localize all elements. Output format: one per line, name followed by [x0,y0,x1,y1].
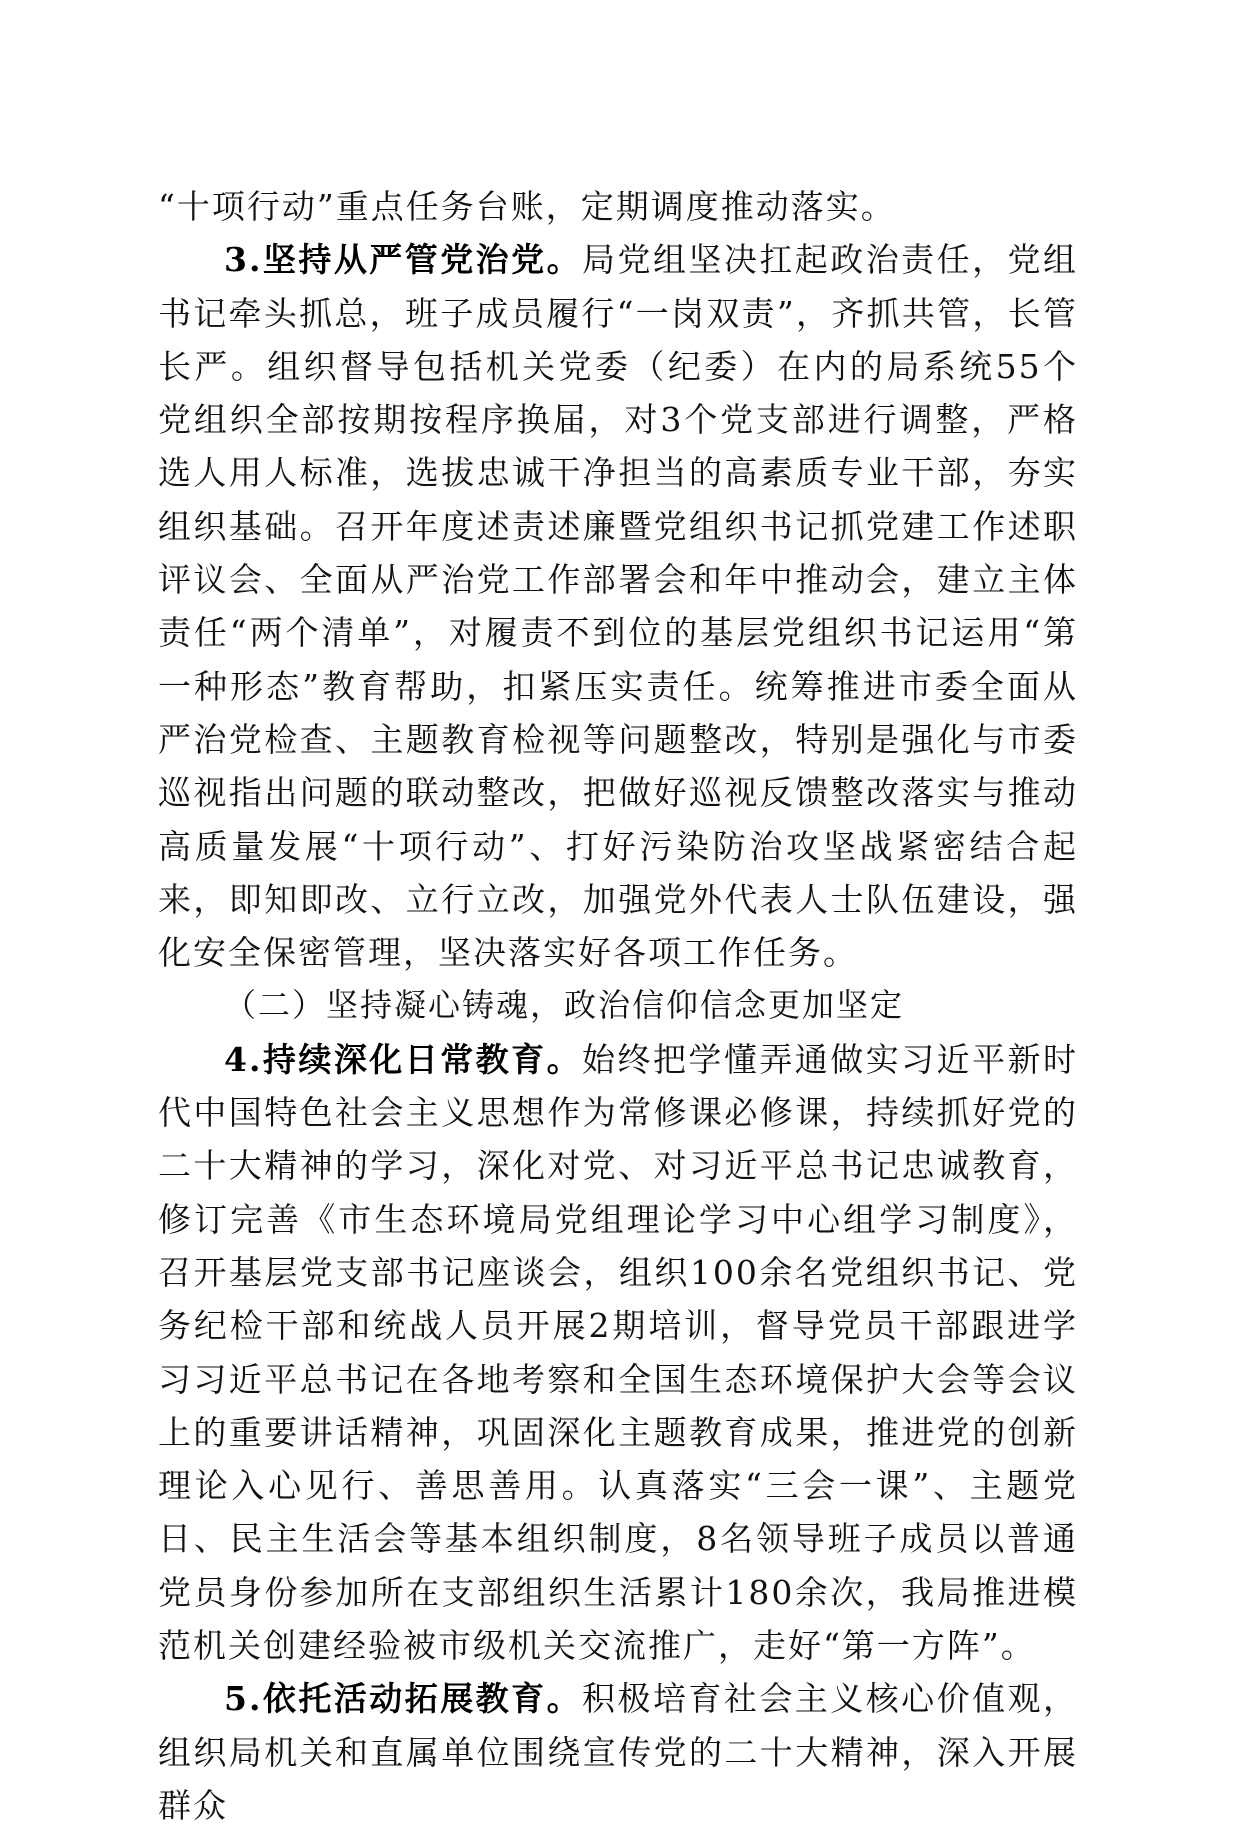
paragraph-lead: 5.依托活动拓展教育。 [224,1679,583,1719]
paragraph-item-4 [158,1033,1078,1673]
paragraph-text: 积极培育社会主义核心价值观，组织局机关和直属单位围绕宣传党的二十大精神，深入开展群众 [158,1679,1079,1825]
paragraph-text: 局党组坚决扛起政治责任，党组书记牵头抓总，班子成员履行“一岗双责”，齐抓共管，长管长严。组织督导包括机关党委（纪委）在内的局系统55个党组织全部按期按程序换届，对3个党支部进行调整，严格选人用人标准，选拔忠诚干净担当的高素质专业干部，夯实组织基础。召开年度述责述廉暨党组织书记抓党建工作述职评议会、全面从严治党工作部署会和年中推动会，建立主体责任“两个清单”，对履责不到位的基层党组织书记运用“第一种形态”教育帮助，扣紧压实责任。统筹推进市委全面从严治党检查、主题教育检视等问题整改，特别是强化与市委巡视指出问题的联动整改，把做好巡视反馈整改落实与推动高质量发展“十项行动”、打好污染防治攻坚战紧密结合起来，即知即改、立行立改，加强党外代表人士队伍建设，强化安全保密管理，坚决落实好各项工作任务。 [158,240,1079,973]
paragraph-continuation [158,180,1078,233]
section-subheading [158,979,1078,1032]
paragraph-text: “十项行动”重点任务台账，定期调度推动落实。 [158,187,896,226]
subheading-text: （二）坚持凝心铸魂，政治信仰信念更加坚定 [224,986,905,1025]
paragraph-item-3 [158,233,1078,979]
paragraph-lead: 4.持续深化日常教育。 [224,1039,583,1079]
document-page [158,180,1078,1832]
paragraph-item-5 [158,1672,1078,1832]
paragraph-text: 始终把学懂弄通做实习近平新时代中国特色社会主义思想作为常修课必修课，持续抓好党的二十大精神的学习，深化对党、对习近平总书记忠诚教育，修订完善《市生态环境局党组理论学习中心组学习制度》，召开基层党支部书记座谈会，组织100余名党组织书记、党务纪检干部和统战人员开展2期培训，督导党员干部跟进学习习近平总书记在各地考察和全国生态环境保护大会等会议上的重要讲话精神，巩固深化主题教育成果，推进党的创新理论入心见行、善思善用。认真落实“三会一课”、主题党日、民主生活会等基本组织制度，8名领导班子成员以普通党员身份参加所在支部组织生活累计180余次，我局推进模范机关创建经验被市级机关交流推广，走好“第一方阵”。 [158,1039,1079,1666]
paragraph-lead: 3.坚持从严管党治党。 [224,240,583,280]
